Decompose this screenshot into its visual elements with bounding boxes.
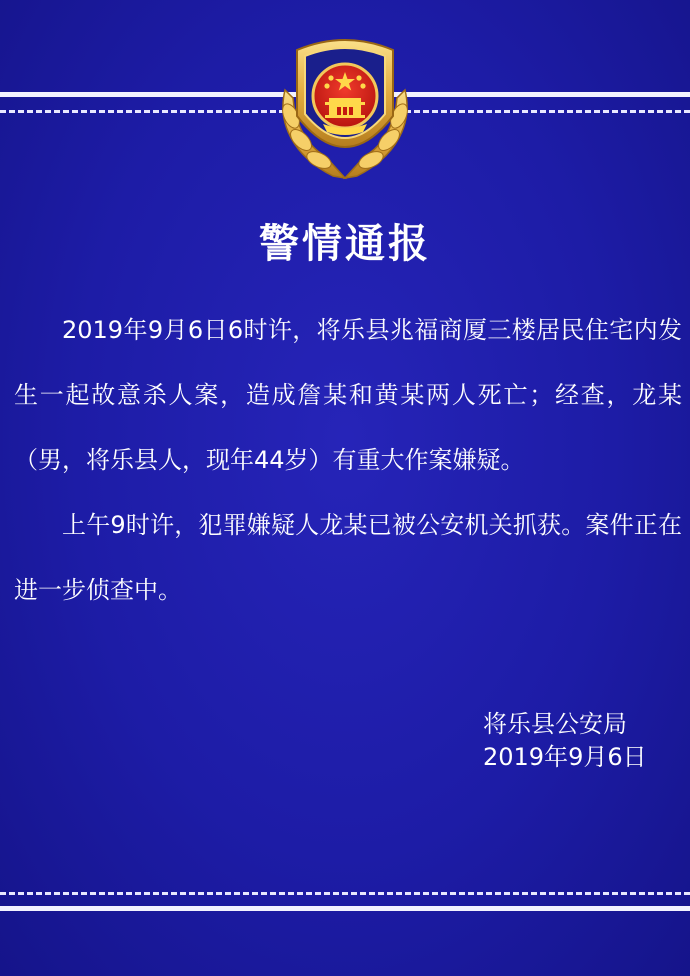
- notice-paragraph-2: 上午9时许，犯罪嫌疑人龙某已被公安机关抓获。案件正在进一步侦查中。: [14, 511, 682, 604]
- notice-title: 警情通报: [259, 221, 431, 267]
- notice-paragraph-1: 2019年9月6日6时许，将乐县兆福商厦三楼居民住宅内发生一起故意杀人案，造成詹某和黄某两人死亡；经查，龙某（男，将乐县人，现年44岁）有重大作案嫌疑。: [14, 316, 682, 474]
- signature-block: [483, 708, 647, 774]
- bottom-dashed-line: [0, 892, 690, 895]
- issuer-name: 将乐县公安局: [483, 710, 627, 738]
- issue-date: 2019年9月6日: [483, 743, 647, 771]
- bottom-solid-line: [0, 906, 690, 911]
- notice-body: [14, 298, 682, 623]
- police-emblem-icon: [263, 28, 427, 184]
